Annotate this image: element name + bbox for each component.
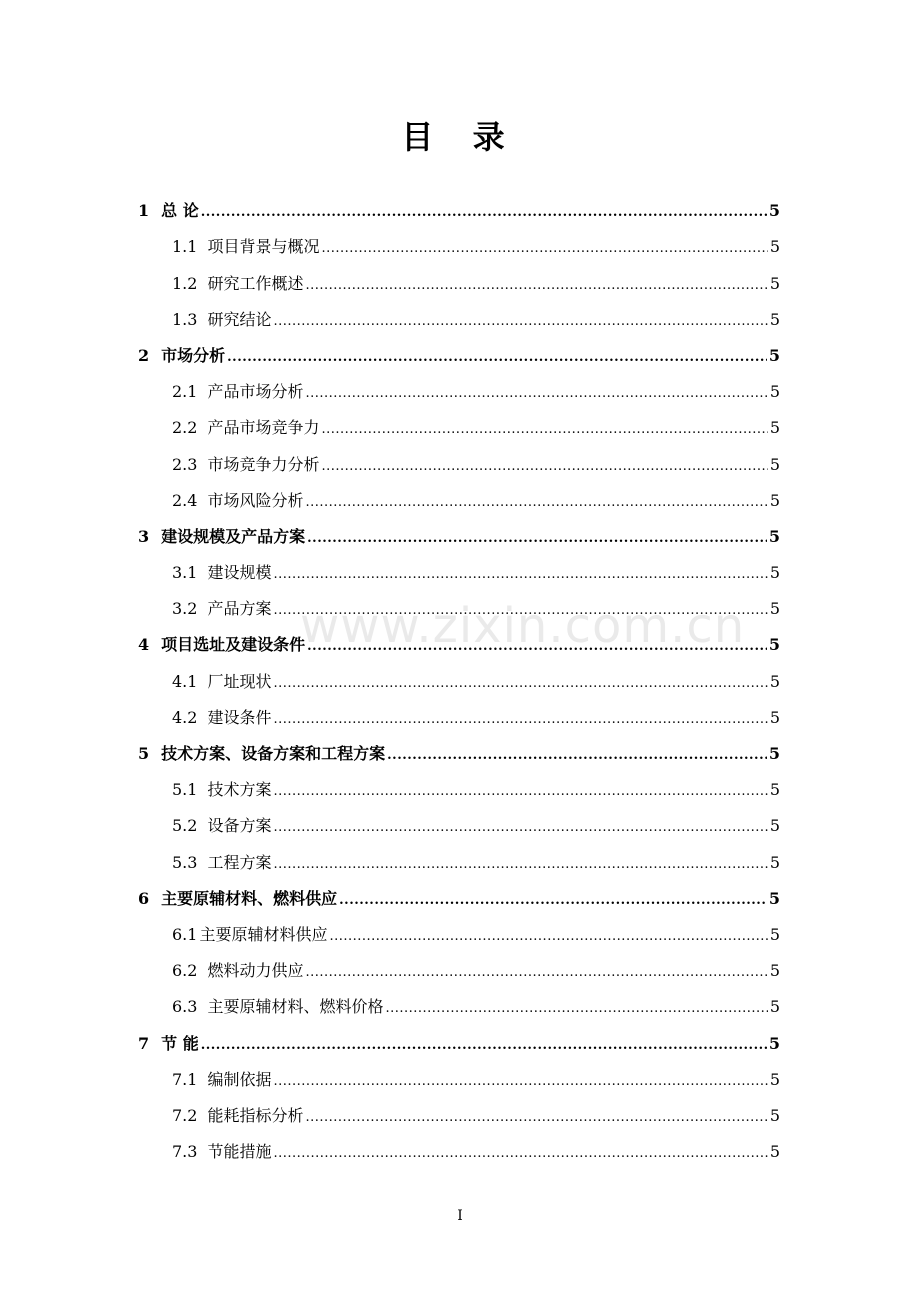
toc-dot-leader [321,237,767,257]
toc-chapter-entry[interactable] [138,728,780,764]
toc-entry-label: 主要原辅材料、燃料供应 [161,888,338,908]
toc-entry-label: 市场风险分析 [207,490,304,510]
toc-entry-number: 7.1 [172,1069,198,1089]
toc-section-entry[interactable] [138,547,780,583]
toc-chapter-entry[interactable] [138,185,780,221]
toc-dot-leader [273,563,767,583]
toc-dot-leader [321,418,767,438]
toc-entry-number: 6.3 [172,997,198,1017]
toc-entry-label: 建设规模及产品方案 [161,526,306,546]
toc-section-entry[interactable] [138,692,780,728]
toc-entry-label: 技术方案、设备方案和工程方案 [161,744,386,763]
toc-section-entry[interactable] [138,764,780,800]
toc-entry-number: 4.2 [172,707,198,727]
toc-title: 目 录 [401,118,519,156]
toc-entry-label: 技术方案 [207,780,272,800]
toc-section-entry[interactable] [138,1126,780,1162]
toc-dot-leader [273,672,767,692]
toc-entry-page: 5 [768,635,780,655]
toc-dot-leader [329,925,767,945]
toc-entry-page: 5 [769,816,780,836]
toc-dot-leader [307,527,767,547]
toc-entry-label: 产品市场分析 [207,382,304,402]
toc-entry-number: 1.2 [172,273,198,293]
toc-entry-number: 2.4 [172,490,198,510]
toc-entry-number: 1.3 [172,309,198,329]
toc-dot-leader [305,274,767,294]
toc-entry-label: 燃料动力供应 [207,961,304,981]
toc-dot-leader [273,1070,767,1090]
toc-entry-number: 2.3 [172,454,198,474]
toc-entry-number: 1 [138,201,150,221]
toc-entry-number: 2.2 [172,418,198,438]
toc-dot-leader [305,1106,767,1126]
toc-entry-label: 能耗指标分析 [207,1105,304,1125]
toc-dot-leader [273,816,767,836]
toc-entry-page: 5 [769,961,780,981]
watermark: www.zixin.com.cn [300,598,746,654]
toc-entry-label: 研究结论 [207,309,272,329]
toc-dot-leader [273,853,767,873]
toc-section-entry[interactable] [138,655,780,691]
toc-entry-number: 7 [138,1033,150,1053]
toc-section-entry[interactable] [138,475,780,511]
toc-section-entry[interactable] [138,945,780,981]
toc-section-entry[interactable] [138,438,780,474]
toc-entry-label: 设备方案 [207,816,272,836]
toc-entry-label: 主要原辅材料供应 [199,924,328,944]
toc-entry-page: 5 [769,1069,780,1089]
toc-dot-leader [201,201,767,221]
toc-entry-page: 5 [769,382,780,402]
toc-entry-number: 3.1 [172,563,198,583]
toc-entry-number: 2.1 [172,382,198,402]
toc-entry-number: 5.1 [172,780,198,800]
toc-section-entry[interactable] [138,836,780,872]
toc-entry-page: 5 [769,707,780,727]
toc-entry-number: 6 [138,888,150,908]
toc-entry-label: 产品方案 [207,599,272,619]
toc-dot-leader [273,780,767,800]
toc-dot-leader [305,961,767,981]
toc-entry-label: 节 能 [161,1033,199,1053]
toc-entry-page: 5 [769,309,780,329]
toc-dot-leader [385,997,767,1017]
toc-section-entry[interactable] [138,366,780,402]
toc-entry-label: 项目背景与概况 [207,237,320,257]
toc-entry-number: 5.2 [172,816,198,836]
toc-entry-page: 5 [768,201,780,221]
toc-entry-page: 5 [768,744,780,763]
toc-entry-page: 5 [769,490,780,510]
toc-entry-page: 5 [769,273,780,293]
toc-entry-page: 5 [769,852,780,872]
toc-entry-page: 5 [769,454,780,474]
toc-entry-number: 7.2 [172,1105,198,1125]
toc-dot-leader [273,708,767,728]
toc-dot-leader [305,382,767,402]
toc-entry-number: 3.2 [172,599,198,619]
toc-dot-leader [305,491,767,511]
toc-entry-number: 7.3 [172,1142,198,1162]
toc-entry-number: 6.1 [172,924,198,944]
toc-entry-number: 4.1 [172,671,198,691]
toc-entry-label: 厂址现状 [207,671,272,691]
toc-entry-page: 5 [769,237,780,257]
toc-entry-label: 市场分析 [161,345,226,365]
toc-entry-page: 5 [769,599,780,619]
toc-entry-label: 主要原辅材料、燃料价格 [207,997,384,1017]
toc-entry-label: 总 论 [161,201,199,221]
toc-section-entry[interactable] [138,257,780,293]
toc-entry-page: 5 [768,345,780,365]
toc-section-entry[interactable] [138,1090,780,1126]
toc-entry-number: 6.2 [172,961,198,981]
toc-entry-label: 建设条件 [207,707,272,727]
toc-entry-number: 3 [138,526,150,546]
toc-section-entry[interactable] [138,221,780,257]
toc-entry-page: 5 [769,563,780,583]
toc-entry-label: 工程方案 [207,852,272,872]
toc-entry-page: 5 [768,888,780,908]
toc-section-entry[interactable] [138,800,780,836]
toc-entry-page: 5 [769,997,780,1017]
toc-section-entry[interactable] [138,981,780,1017]
toc-chapter-entry[interactable] [138,330,780,366]
toc-entry-page: 5 [768,526,780,546]
toc-dot-leader [201,1034,767,1054]
toc-entry-label: 项目选址及建设条件 [161,635,306,655]
toc-list [138,185,780,1162]
toc-dot-leader [227,346,767,366]
toc-entry-label: 研究工作概述 [207,273,304,293]
toc-entry-number: 4 [138,635,150,655]
toc-entry-page: 5 [769,1105,780,1125]
toc-chapter-entry[interactable] [138,873,780,909]
page-number-footer: I [457,1208,463,1224]
toc-entry-label: 市场竞争力分析 [207,454,320,474]
toc-section-entry[interactable] [138,294,780,330]
toc-entry-label: 节能措施 [207,1142,272,1162]
toc-dot-leader [273,1142,767,1162]
toc-dot-leader [339,889,767,909]
toc-chapter-entry[interactable] [138,1017,780,1053]
toc-entry-page: 5 [769,780,780,800]
toc-section-entry[interactable] [138,909,780,945]
toc-entry-page: 5 [769,1142,780,1162]
toc-entry-label: 编制依据 [207,1069,272,1089]
toc-entry-number: 5.3 [172,852,198,872]
toc-chapter-entry[interactable] [138,511,780,547]
toc-section-entry[interactable] [138,1054,780,1090]
toc-entry-page: 5 [769,671,780,691]
toc-section-entry[interactable] [138,402,780,438]
toc-dot-leader [387,744,767,764]
toc-entry-label: 产品市场竞争力 [207,418,320,438]
toc-entry-number: 1.1 [172,237,198,257]
toc-entry-number: 2 [138,345,150,365]
toc-dot-leader [273,310,767,330]
toc-dot-leader [321,455,767,475]
toc-entry-page: 5 [768,1033,780,1053]
toc-entry-label: 建设规模 [207,563,272,583]
toc-entry-page: 5 [769,418,780,438]
toc-entry-number: 5 [138,744,150,763]
toc-entry-page: 5 [769,924,780,944]
